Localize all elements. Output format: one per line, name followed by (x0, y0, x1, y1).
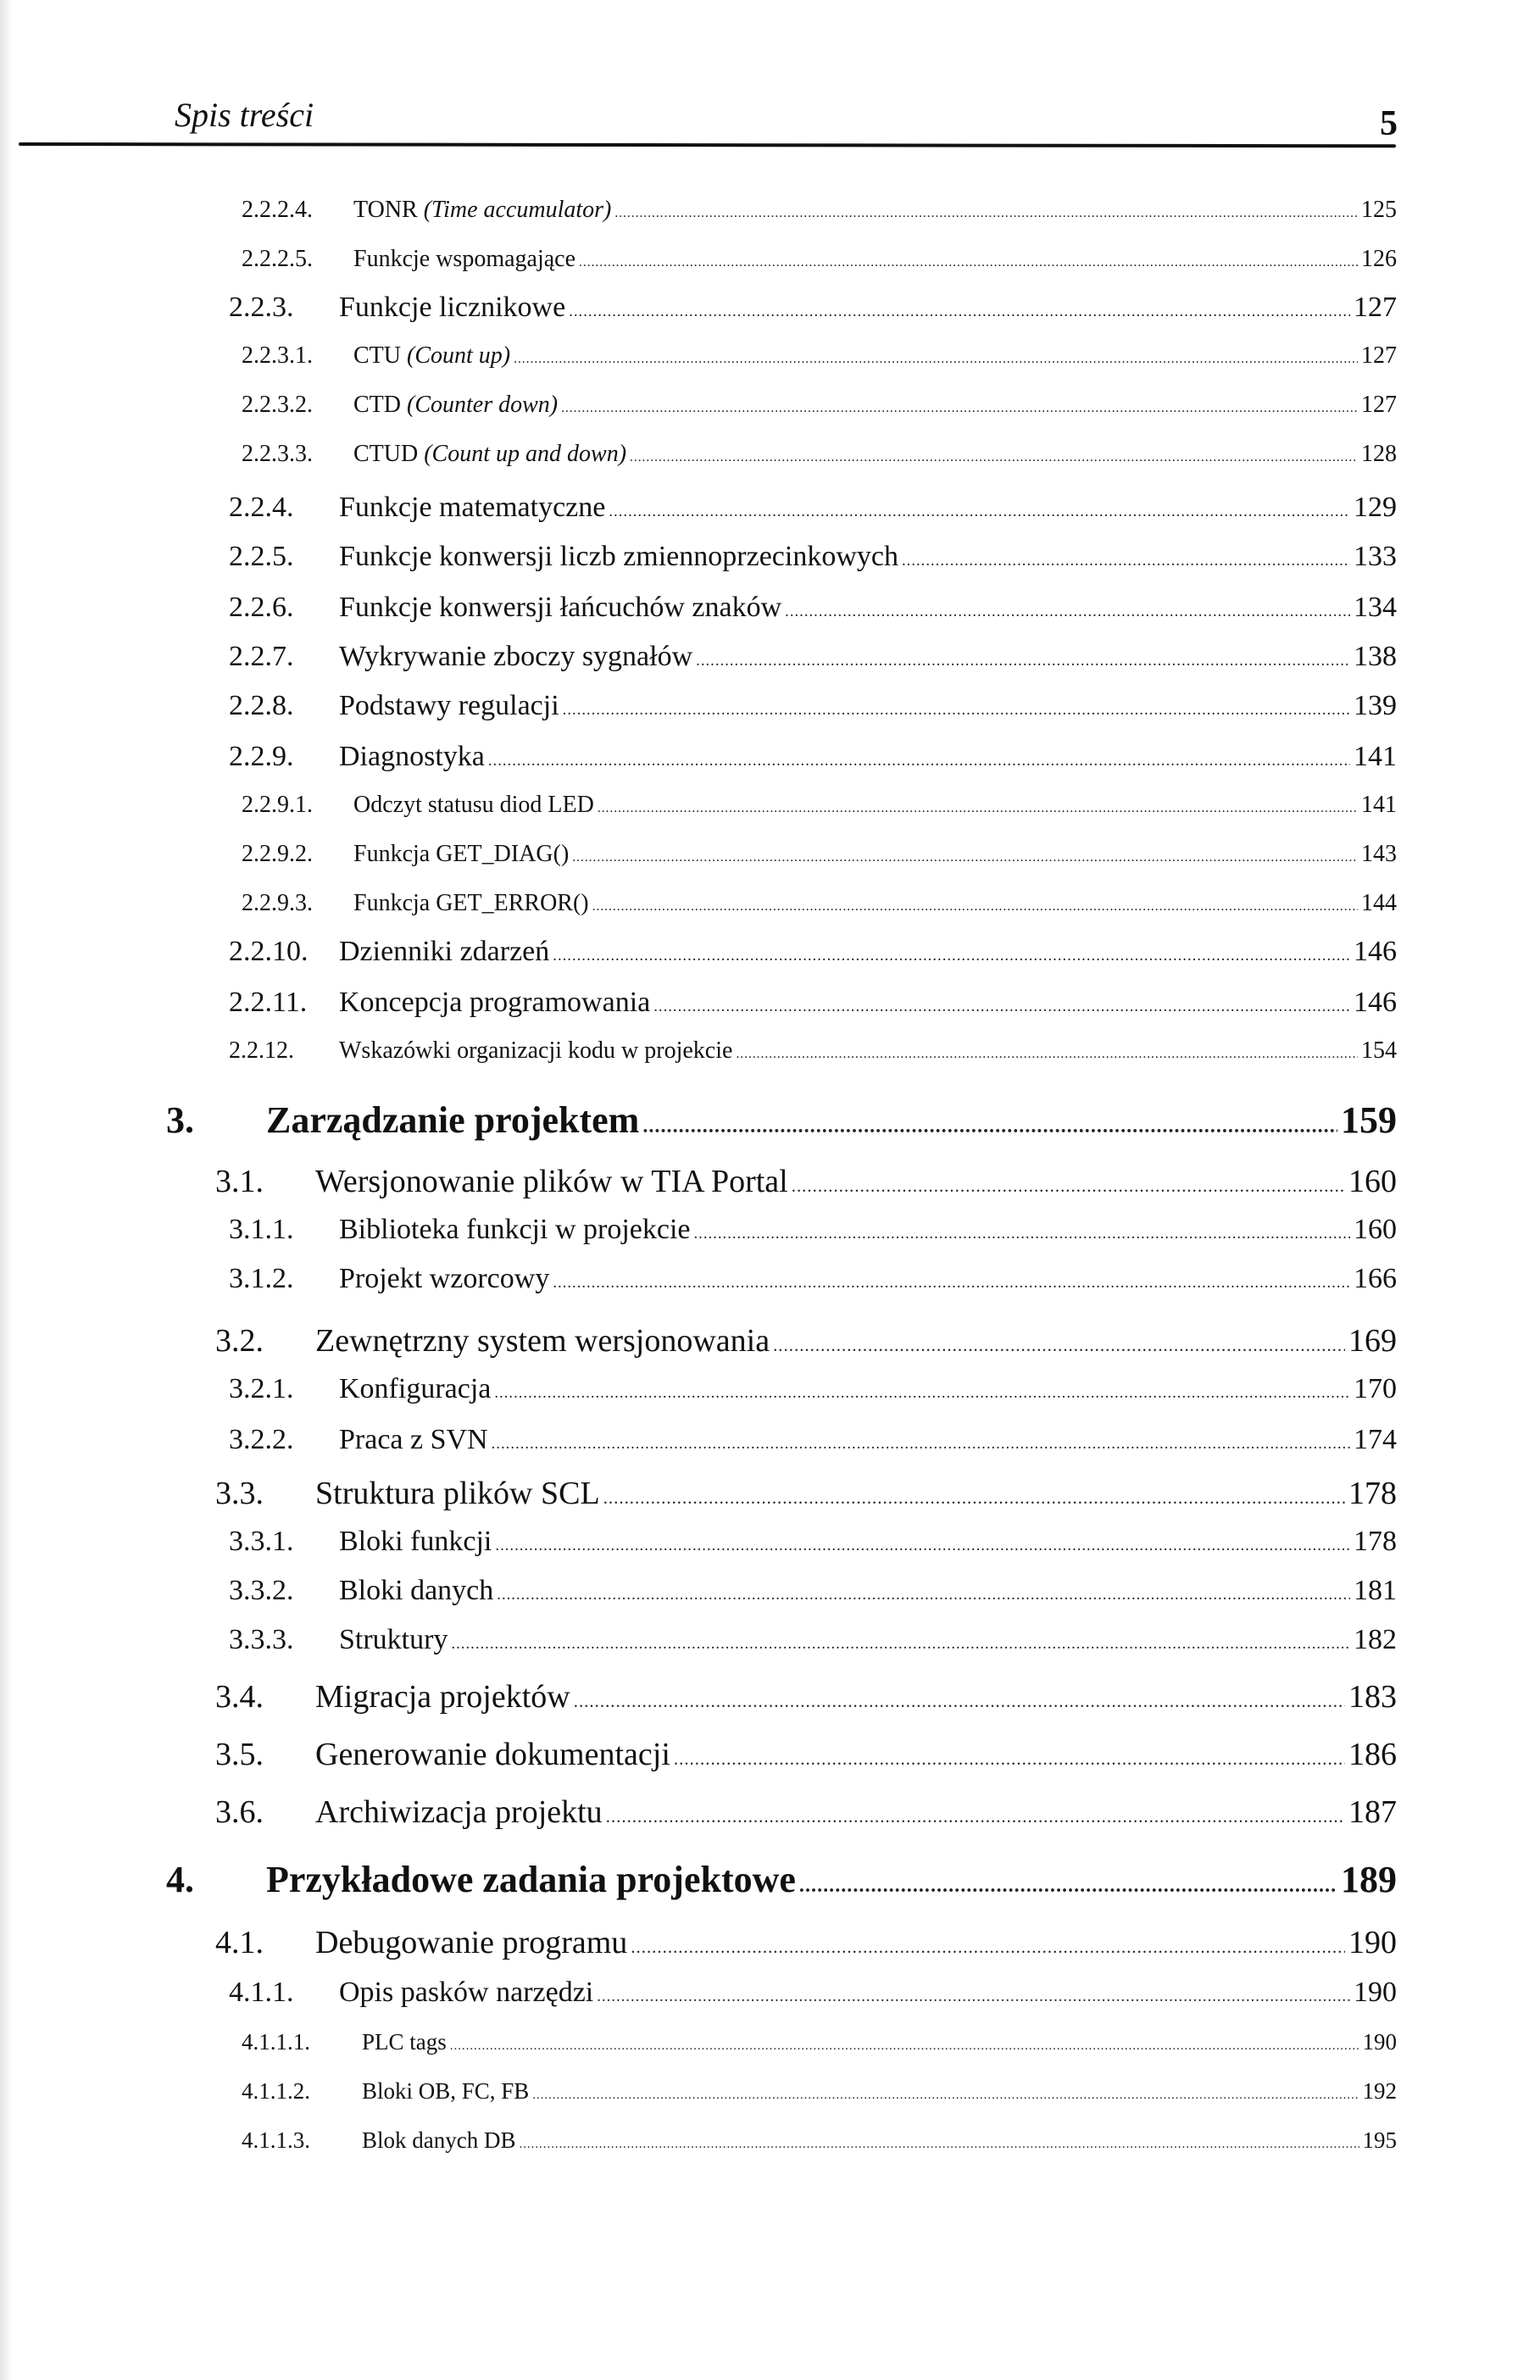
toc-entry-number: 2.2.9.1. (242, 792, 313, 818)
dot-leader (579, 255, 1358, 270)
toc-entry-title (353, 342, 510, 370)
toc-entry[interactable] (166, 1098, 1397, 1142)
toc-entry-page: 133 (1354, 541, 1397, 572)
toc-entry[interactable] (229, 1214, 1397, 1246)
toc-entry-title-text: Funkcja GET_DIAG() (353, 841, 570, 867)
toc-entry-title-text: Podstawy regulacji (339, 690, 559, 721)
dot-leader (614, 206, 1358, 221)
dot-leader (785, 603, 1350, 621)
toc-entry-page: 169 (1348, 1323, 1397, 1359)
toc-entry-title-text: Debugowanie programu (315, 1925, 628, 1960)
toc-entry-title (339, 1214, 691, 1246)
toc-entry-number: 2.2.2.5. (242, 246, 313, 272)
toc-entry-title-text: Wykrywanie zboczy sygnałów (339, 641, 693, 672)
toc-entry-page: 182 (1354, 1624, 1397, 1655)
toc-entry[interactable] (166, 1858, 1397, 1901)
toc-entry-number: 3.2.1. (229, 1373, 294, 1404)
dot-leader (553, 947, 1350, 965)
dot-leader (450, 2039, 1359, 2054)
toc-entry[interactable] (215, 1322, 1397, 1360)
toc-entry[interactable] (229, 1424, 1397, 1456)
toc-entry-title-text: Biblioteka funkcji w projekcie (339, 1214, 691, 1245)
toc-entry-number: 4.1.1. (229, 1977, 294, 2008)
toc-entry-title (339, 292, 565, 324)
toc-entry-page: 160 (1348, 1164, 1397, 1199)
dot-leader (497, 1586, 1350, 1604)
toc-entry-page: 174 (1354, 1424, 1397, 1455)
toc-entry-page: 127 (1361, 342, 1397, 369)
toc-entry-title-text: Opis pasków narzędzi (339, 1977, 594, 2008)
dot-leader (631, 1937, 1345, 1958)
toc-entry-title (315, 1924, 627, 1961)
dot-leader (674, 1749, 1345, 1770)
toc-entry-title (362, 2078, 529, 2105)
toc-entry-page: 181 (1354, 1575, 1397, 1606)
toc-entry-number: 3. (166, 1099, 194, 1141)
toc-entry-title-text: Praca z SVN (339, 1424, 488, 1455)
dot-leader (592, 899, 1358, 915)
dot-leader (561, 401, 1358, 416)
toc-entry-number: 2.2.4. (229, 492, 294, 523)
dot-leader (642, 1115, 1337, 1138)
toc-entry-title (339, 592, 781, 624)
dot-leader (572, 850, 1358, 865)
toc-entry-title (315, 1322, 770, 1360)
toc-entry-page: 141 (1361, 792, 1397, 818)
page-number: 5 (1380, 104, 1398, 143)
toc-entry-title (353, 792, 594, 819)
toc-entry-page: 139 (1354, 690, 1397, 721)
toc-entry-title (339, 936, 549, 968)
toc-entry-page: 186 (1348, 1737, 1397, 1772)
toc-entry-title (339, 987, 650, 1019)
toc-entry-title-text: Bloki OB, FC, FB (362, 2078, 530, 2104)
toc-entry-title-text: CTU (353, 342, 407, 369)
toc-entry-title (339, 641, 692, 673)
toc-entry[interactable] (229, 492, 1397, 524)
toc-entry[interactable] (242, 342, 1397, 370)
toc-entry[interactable] (242, 392, 1397, 419)
toc-entry[interactable] (229, 541, 1397, 573)
toc-entry-title (339, 741, 485, 773)
toc-entry-number: 2.2.6. (229, 592, 294, 623)
toc-entry-page: 159 (1341, 1099, 1397, 1141)
toc-entry-page: 144 (1361, 890, 1397, 916)
toc-entry-number: 3.5. (215, 1737, 264, 1772)
toc-entry-title-text: Bloki funkcji (339, 1526, 492, 1557)
toc-entry-title (353, 197, 611, 224)
toc-entry[interactable] (229, 1037, 1397, 1065)
toc-entry-number: 3.3.1. (229, 1526, 294, 1557)
toc-entry[interactable] (229, 292, 1397, 324)
toc-entry-page: 178 (1354, 1526, 1397, 1557)
dot-leader (799, 1874, 1337, 1898)
toc-entry-page: 127 (1361, 392, 1397, 418)
toc-entry-page: 192 (1362, 2078, 1397, 2104)
dot-leader (495, 1537, 1350, 1555)
toc-entry-number: 3.1.1. (229, 1214, 294, 1245)
toc-entry[interactable] (229, 936, 1397, 968)
dot-leader (609, 503, 1350, 521)
toc-entry-title (339, 1624, 448, 1656)
toc-entry-page: 190 (1348, 1925, 1397, 1960)
toc-entry-title-text: Zarządzanie projektem (266, 1099, 640, 1141)
toc-entry-page: 141 (1354, 741, 1397, 772)
toc-entry-number: 4.1.1.2. (242, 2078, 310, 2104)
toc-entry-number: 3.1.2. (229, 1263, 294, 1294)
dot-leader (451, 1635, 1350, 1654)
toc-entry-page: 126 (1361, 246, 1397, 272)
toc-entry-title (266, 1098, 639, 1142)
toc-entry-title-text: PLC tags (362, 2029, 447, 2055)
toc-entry-page: 187 (1348, 1794, 1397, 1830)
toc-entry-page: 138 (1354, 641, 1397, 672)
toc-entry-title (353, 246, 575, 273)
toc-entry-title (353, 841, 569, 868)
toc-entry-number: 4.1.1.1. (242, 2029, 310, 2055)
toc-entry-number: 4.1.1.3. (242, 2127, 310, 2153)
toc-entry-title-italic: (Count up and down) (424, 441, 627, 467)
toc-entry-title-text: Odczyt statusu diod LED (353, 792, 594, 818)
toc-entry[interactable] (242, 197, 1397, 224)
toc-entry[interactable] (215, 1163, 1397, 1200)
dot-leader (574, 1691, 1345, 1712)
toc-entry-number: 2.2.12. (229, 1037, 294, 1064)
toc-entry-title-italic: (Count up) (407, 342, 511, 369)
toc-entry-title (339, 1575, 493, 1607)
dot-leader (597, 1988, 1350, 2006)
toc-entry-number: 2.2.7. (229, 641, 294, 672)
dot-leader (598, 801, 1358, 816)
toc-entry[interactable] (229, 1373, 1397, 1405)
toc-entry-title (315, 1475, 600, 1512)
toc-entry-page: 146 (1354, 987, 1397, 1018)
toc-entry-page: 154 (1361, 1037, 1397, 1064)
toc-entry-title (339, 1373, 491, 1405)
dot-leader (653, 998, 1350, 1016)
toc-entry-title-text: TONR (353, 197, 424, 223)
toc-entry-page: 195 (1362, 2127, 1397, 2153)
dot-leader (606, 1806, 1345, 1827)
toc-entry[interactable] (229, 1575, 1397, 1607)
toc-entry[interactable] (215, 1793, 1397, 1831)
toc-entry-title-text: Archiwizacja projektu (315, 1794, 603, 1830)
toc-entry-title (353, 392, 558, 419)
toc-entry-title-text: CTD (353, 392, 407, 418)
toc-entry[interactable] (242, 841, 1397, 868)
toc-entry-number: 2.2.9.3. (242, 890, 313, 916)
toc-entry-title-text: Funkcje wspomagające (353, 246, 576, 272)
toc-entry-title-text: Koncepcja programowania (339, 987, 651, 1018)
toc-entry-number: 4. (166, 1859, 194, 1900)
toc-entry[interactable] (229, 741, 1397, 773)
toc-entry-title-text: Diagnostyka (339, 741, 485, 772)
toc-entry-title (339, 1526, 492, 1558)
dot-leader (492, 1435, 1350, 1454)
toc-entry-title (315, 1736, 670, 1773)
toc-entry-number: 3.4. (215, 1679, 264, 1715)
toc-entry-page: 128 (1361, 441, 1397, 467)
toc-entry-page: 127 (1354, 292, 1397, 323)
toc-entry-title (339, 1977, 593, 2009)
toc-entry-number: 2.2.3.1. (242, 342, 313, 369)
toc-entry-number: 3.2. (215, 1323, 264, 1359)
dot-leader (532, 2088, 1359, 2103)
toc-entry-title-text: Wersjonowanie plików w TIA Portal (315, 1164, 788, 1199)
dot-leader (520, 2138, 1359, 2152)
dot-leader (563, 701, 1350, 720)
toc-entry-title-text: Przykładowe zadania projektowe (266, 1859, 796, 1900)
toc-entry-page: 134 (1354, 592, 1397, 623)
dot-leader (514, 352, 1358, 367)
toc-entry-title-text: Dzienniki zdarzeń (339, 936, 550, 967)
toc-entry-title-italic: (Time accumulator) (423, 197, 612, 223)
running-head-title: Spis treści (175, 96, 314, 134)
toc-entry-number: 2.2.5. (229, 541, 294, 572)
toc-entry-title-text: Struktury (339, 1624, 448, 1655)
toc-entry-number: 2.2.3.3. (242, 441, 313, 467)
toc-entry-number: 3.3.3. (229, 1624, 294, 1655)
toc-entry-title-text: Funkcje konwersji liczb zmiennoprzecinkowych (339, 541, 898, 572)
toc-entry[interactable] (215, 1924, 1397, 1961)
toc-entry[interactable] (242, 2029, 1397, 2055)
toc-entry[interactable] (229, 690, 1397, 722)
toc-entry[interactable] (229, 1526, 1397, 1558)
toc-entry-number: 2.2.3. (229, 292, 294, 323)
dot-leader (553, 1274, 1350, 1293)
toc-entry-title (339, 1037, 732, 1065)
toc-entry-title (353, 890, 589, 917)
toc-entry-title (339, 1263, 549, 1295)
toc-entry[interactable] (229, 987, 1397, 1019)
dot-leader (694, 1225, 1351, 1243)
toc-entry-title-text: Zewnętrzny system wersjonowania (315, 1323, 770, 1359)
toc-entry[interactable] (242, 792, 1397, 819)
toc-entry-title (362, 2127, 516, 2154)
toc-entry-number: 2.2.9. (229, 741, 294, 772)
scan-edge-shadow (0, 0, 12, 2380)
toc-entry-title-text: Funkcja GET_ERROR() (353, 890, 589, 916)
toc-entry-title (315, 1163, 788, 1200)
toc-entry-page: 166 (1354, 1263, 1397, 1294)
toc-entry-page: 146 (1354, 936, 1397, 967)
toc-entry[interactable] (242, 2078, 1397, 2105)
toc-entry-title-text: Migracja projektów (315, 1679, 570, 1715)
toc-entry-page: 129 (1354, 492, 1397, 523)
toc-entry[interactable] (215, 1736, 1397, 1773)
toc-entry-title (315, 1793, 603, 1831)
dot-leader (630, 450, 1358, 465)
toc-entry-title-text: Funkcje licznikowe (339, 292, 566, 323)
dot-leader (603, 1488, 1345, 1509)
dot-leader (792, 1176, 1345, 1197)
dot-leader (736, 1047, 1358, 1062)
toc-entry-number: 2.2.2.4. (242, 197, 313, 223)
toc-entry-page: 170 (1354, 1373, 1397, 1404)
toc-entry-number: 2.2.10. (229, 936, 309, 967)
toc-entry[interactable] (229, 592, 1397, 624)
toc-entry-page: 160 (1354, 1214, 1397, 1245)
toc-entry[interactable] (215, 1678, 1397, 1715)
toc-entry[interactable] (229, 641, 1397, 673)
toc-entry-title-text: Blok danych DB (362, 2127, 516, 2153)
toc-entry-page: 190 (1354, 1977, 1397, 2008)
toc-entry-page: 189 (1341, 1859, 1397, 1900)
toc-entry[interactable] (229, 1624, 1397, 1656)
dot-leader (773, 1335, 1345, 1356)
toc-entry[interactable] (242, 2127, 1397, 2154)
toc-entry-number: 3.3.2. (229, 1575, 294, 1606)
toc-entry-title (266, 1858, 796, 1901)
toc-entry-page: 183 (1348, 1679, 1397, 1715)
toc-entry-title-text: Generowanie dokumentacji (315, 1737, 670, 1772)
toc-entry-number: 2.2.9.2. (242, 841, 313, 867)
toc-entry-number: 3.6. (215, 1794, 264, 1830)
dot-leader (902, 552, 1350, 570)
toc-entry-title (315, 1678, 570, 1715)
toc-entry-title-text: CTUD (353, 441, 425, 467)
header-rule (19, 142, 1396, 147)
toc-entry-title-text: Konfiguracja (339, 1373, 492, 1404)
toc-entry-number: 2.2.3.2. (242, 392, 313, 418)
toc-entry-page: 190 (1362, 2029, 1397, 2055)
toc-entry-title-text: Wskazówki organizacji kodu w projekcie (339, 1037, 733, 1064)
toc-entry-title-text: Projekt wzorcowy (339, 1263, 550, 1294)
toc-entry-title (339, 541, 898, 573)
toc-entry[interactable] (242, 441, 1397, 468)
toc-entry-number: 2.2.11. (229, 987, 308, 1018)
toc-entry-title (339, 492, 605, 524)
toc-entry-title (353, 441, 626, 468)
toc-entry[interactable] (242, 890, 1397, 917)
toc-entry-title-text: Funkcje konwersji łańcuchów znaków (339, 592, 782, 623)
dot-leader (488, 752, 1350, 770)
toc-entry-title-italic: (Counter down) (407, 392, 559, 418)
toc-entry-page: 125 (1361, 197, 1397, 223)
dot-leader (569, 303, 1350, 321)
toc-entry-number: 3.2.2. (229, 1424, 294, 1455)
toc-entry-number: 2.2.8. (229, 690, 294, 721)
dot-leader (696, 652, 1350, 670)
toc-entry-number: 3.3. (215, 1476, 264, 1511)
toc-entry[interactable] (229, 1263, 1397, 1295)
toc-entry-number: 3.1. (215, 1164, 264, 1199)
toc-entry-title-text: Struktura plików SCL (315, 1476, 600, 1511)
dot-leader (494, 1384, 1350, 1403)
toc-entry-title (339, 1424, 488, 1456)
toc-entry[interactable] (229, 1977, 1397, 2009)
toc-entry-number: 4.1. (215, 1925, 264, 1960)
toc-entry-page: 143 (1361, 841, 1397, 867)
page-header (0, 0, 1540, 153)
toc-entry-title-text: Bloki danych (339, 1575, 494, 1606)
toc-entry-title (339, 690, 559, 722)
toc-entry[interactable] (215, 1475, 1397, 1512)
toc-entry-title-text: Funkcje matematyczne (339, 492, 606, 523)
toc-entry[interactable] (242, 246, 1397, 273)
toc-entry-page: 178 (1348, 1476, 1397, 1511)
toc-entry-title (362, 2029, 447, 2055)
